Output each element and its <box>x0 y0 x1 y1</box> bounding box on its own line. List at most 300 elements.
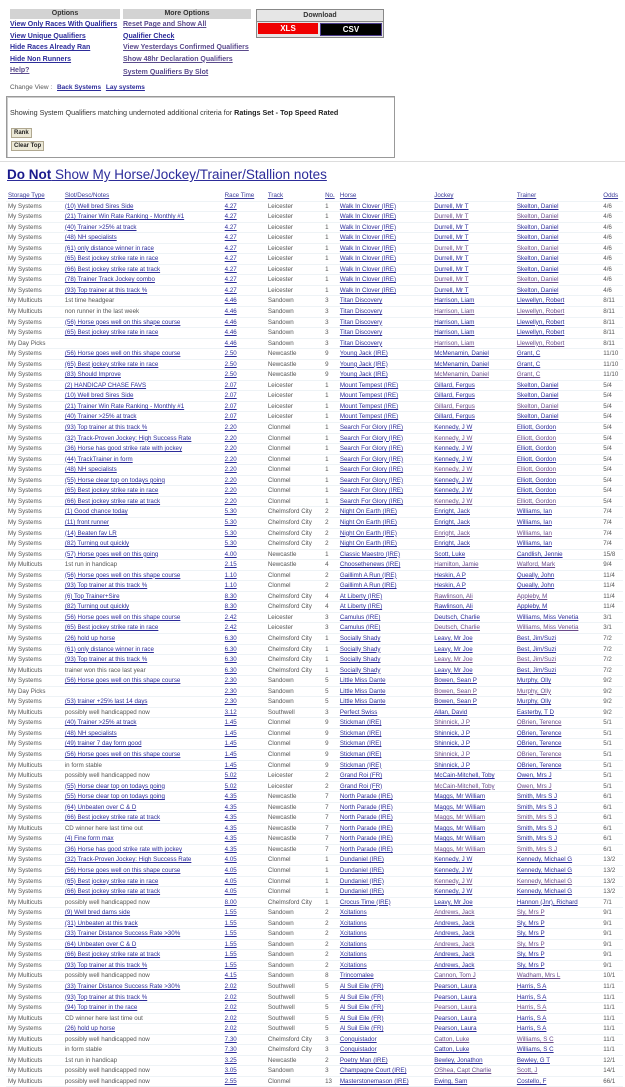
trainer-link[interactable]: Harris, S A <box>516 1014 547 1022</box>
trainer-link[interactable]: Skelton, Daniel <box>516 213 559 221</box>
trainer-link[interactable]: Harris, S A <box>516 1004 547 1012</box>
horse-link[interactable]: Stickman (IRE) <box>339 729 382 737</box>
slot-desc-notes-link[interactable]: (65) Best jockey strike rate in race <box>64 360 159 368</box>
race-time-link[interactable]: 5.30 <box>224 540 237 548</box>
slot-desc-notes-link[interactable]: (65) Best jockey strike rate in race <box>64 877 159 885</box>
horse-link[interactable]: Stickman (IRE) <box>339 719 382 727</box>
race-time-link[interactable]: 4.27 <box>224 286 237 294</box>
horse-link[interactable]: Socially Shady <box>339 666 381 674</box>
jockey-link[interactable]: Harrison, Liam <box>434 308 475 316</box>
jockey-link[interactable]: Heskin, A P <box>434 582 466 590</box>
jockey-link[interactable]: Harrison, Liam <box>434 329 475 337</box>
horse-link[interactable]: North Parade (IRE) <box>339 824 393 832</box>
horse-link[interactable]: Masterstonemason (IRE) <box>339 1077 409 1085</box>
race-time-link[interactable]: 4.05 <box>224 877 237 885</box>
race-time-link[interactable]: 6.30 <box>224 666 237 674</box>
horse-link[interactable]: Walk In Clover (IRE) <box>339 276 397 284</box>
trainer-link[interactable]: Smith, Mrs S J <box>516 814 558 822</box>
slot-desc-notes-link[interactable]: (56) Horse goes well on this shape course <box>64 613 181 621</box>
sort-slot-desc-notes-link[interactable]: Slot/Desc/Notes <box>64 192 110 199</box>
race-time-link[interactable]: 4.05 <box>224 888 237 896</box>
trainer-link[interactable]: Queally, John <box>516 571 555 579</box>
horse-link[interactable]: Camulus (IRE) <box>339 613 381 621</box>
trainer-link[interactable]: Skelton, Daniel <box>516 381 559 389</box>
slot-desc-notes-link[interactable]: (40) Trainer >25% at track <box>64 719 137 727</box>
sort-horse-link[interactable]: Horse <box>339 192 357 199</box>
slot-desc-notes-link[interactable]: (6) Top Trainer+Sire <box>64 592 120 600</box>
jockey-link[interactable]: Leavy, Mr Joe <box>434 634 473 642</box>
jockey-link[interactable]: Cannon, Tom J <box>434 972 476 980</box>
race-time-link[interactable]: 1.55 <box>224 919 237 927</box>
horse-link[interactable]: Al Suil Eile (FR) <box>339 1025 384 1033</box>
race-time-link[interactable]: 2.15 <box>224 561 237 569</box>
trainer-link[interactable]: Williams, S C <box>516 1035 554 1043</box>
slot-desc-notes-link[interactable]: (48) NH specialists <box>64 234 117 242</box>
horse-link[interactable]: At Liberty (IRE) <box>339 592 383 600</box>
slot-desc-notes-link[interactable]: (93) Top trainer at this track % <box>64 961 148 969</box>
slot-desc-notes-link[interactable]: (48) NH specialists <box>64 466 117 474</box>
jockey-link[interactable]: Deutsch, Charlie <box>434 624 480 632</box>
horse-link[interactable]: Titan Discovery <box>339 339 383 347</box>
race-time-link[interactable]: 1.45 <box>224 750 237 758</box>
horse-link[interactable]: Socially Shady <box>339 656 381 664</box>
horse-link[interactable]: Conquistador <box>339 1046 377 1054</box>
trainer-link[interactable]: Smith, Mrs S J <box>516 835 558 843</box>
race-time-link[interactable]: 2.07 <box>224 413 237 421</box>
jockey-link[interactable]: Shinnick, J P <box>434 761 470 769</box>
slot-desc-notes-link[interactable]: (65) Best jockey strike rate in race <box>64 255 159 263</box>
jockey-link[interactable]: Kennedy, J W <box>434 856 473 864</box>
trainer-link[interactable]: Williams, Ian <box>516 518 552 526</box>
jockey-link[interactable]: Catton, Luke <box>434 1035 470 1043</box>
sort-odds-link[interactable]: Odds <box>603 192 619 199</box>
jockey-link[interactable]: Durrell, Mr T <box>434 223 469 231</box>
help-link[interactable]: Help? <box>10 67 30 74</box>
race-time-link[interactable]: 2.20 <box>224 487 237 495</box>
trainer-link[interactable]: Skelton, Daniel <box>516 202 559 210</box>
slot-desc-notes-link[interactable]: (55) Horse clear top on todays going <box>64 782 165 790</box>
horse-link[interactable]: Titan Discovery <box>339 297 383 305</box>
jockey-link[interactable]: Durrell, Mr T <box>434 213 469 221</box>
slot-desc-notes-link[interactable]: (14) Beaten fav LR <box>64 529 117 537</box>
race-time-link[interactable]: 8.30 <box>224 603 237 611</box>
slot-desc-notes-link[interactable]: (94) Top trainer in the race <box>64 1004 138 1012</box>
horse-link[interactable]: Dundaniel (IRE) <box>339 856 384 864</box>
horse-link[interactable]: Conquistador <box>339 1035 377 1043</box>
race-time-link[interactable]: 5.02 <box>224 782 237 790</box>
horse-link[interactable]: Gaillimh A Run (IRE) <box>339 582 397 590</box>
horse-link[interactable]: Titan Discovery <box>339 318 383 326</box>
jockey-link[interactable]: Durrell, Mr T <box>434 234 469 242</box>
trainer-link[interactable]: Elliott, Gordon <box>516 434 557 442</box>
slot-desc-notes-link[interactable]: (61) only distance winner in race <box>64 645 154 653</box>
race-time-link[interactable]: 2.20 <box>224 455 237 463</box>
view-unique-qualifiers-link[interactable]: View Unique Qualifiers <box>10 32 86 40</box>
race-time-link[interactable]: 4.35 <box>224 835 237 843</box>
race-time-link[interactable]: 2.42 <box>224 624 237 632</box>
jockey-link[interactable]: Maggs, Mr William <box>434 835 486 843</box>
trainer-link[interactable]: Owen, Mrs J <box>516 772 552 780</box>
jockey-link[interactable]: Gillard, Fergus <box>434 402 475 410</box>
race-time-link[interactable]: 4.27 <box>224 234 237 242</box>
horse-link[interactable]: Poetry Man (IRE) <box>339 1056 388 1064</box>
trainer-link[interactable]: Skelton, Daniel <box>516 402 559 410</box>
jockey-link[interactable]: Rawlinson, Ali <box>434 603 473 611</box>
horse-link[interactable]: Search For Glory (IRE) <box>339 455 404 463</box>
horse-link[interactable]: Socially Shady <box>339 645 381 653</box>
race-time-link[interactable]: 1.45 <box>224 719 237 727</box>
slot-desc-notes-link[interactable]: (66) Best jockey strike rate at track <box>64 814 161 822</box>
horse-link[interactable]: Stickman (IRE) <box>339 750 382 758</box>
jockey-link[interactable]: Pearson, Laura <box>434 983 477 991</box>
trainer-link[interactable]: Sly, Mrs P <box>516 909 545 917</box>
race-time-link[interactable]: 2.20 <box>224 466 237 474</box>
race-time-link[interactable]: 5.02 <box>224 772 237 780</box>
trainer-link[interactable]: Williams, S C <box>516 1046 554 1054</box>
horse-link[interactable]: North Parade (IRE) <box>339 845 393 853</box>
jockey-link[interactable]: Bowen, Sean P <box>434 687 477 695</box>
slot-desc-notes-link[interactable]: (56) Horse goes well on this shape course <box>64 350 181 358</box>
horse-link[interactable]: Search For Glory (IRE) <box>339 487 404 495</box>
trainer-link[interactable]: Kennedy, Michael G <box>516 867 573 874</box>
race-time-link[interactable]: 6.30 <box>224 634 237 642</box>
jockey-link[interactable]: Durrell, Mr T <box>434 244 469 252</box>
jockey-link[interactable]: Andrews, Jack <box>434 951 475 959</box>
csv-download-button[interactable]: CSV <box>320 23 382 36</box>
horse-link[interactable]: Walk In Clover (IRE) <box>339 244 397 252</box>
trainer-link[interactable]: Best, Jim/Suzi <box>516 645 557 653</box>
slot-desc-notes-link[interactable]: (83) Should Improve <box>64 371 121 379</box>
race-time-link[interactable]: 2.20 <box>224 445 237 453</box>
trainer-link[interactable]: Bewley, G T <box>516 1056 550 1064</box>
slot-desc-notes-link[interactable]: (11) front runner <box>64 518 110 526</box>
jockey-link[interactable]: Leavy, Mr Joe <box>434 645 473 653</box>
race-time-link[interactable]: 2.02 <box>224 983 237 991</box>
slot-desc-notes-link[interactable]: (56) Horse goes well on this shape course <box>64 750 181 758</box>
column-header-trainer[interactable] <box>515 191 601 201</box>
horse-link[interactable]: Al Suil Eile (FR) <box>339 993 384 1001</box>
slot-desc-notes-link[interactable]: (10) Well bred Sires Side <box>64 202 134 210</box>
race-time-link[interactable]: 3.12 <box>224 708 237 716</box>
jockey-link[interactable]: Leavy, Mr Joe <box>434 656 473 664</box>
horse-link[interactable]: North Parade (IRE) <box>339 793 393 801</box>
column-header-odds[interactable] <box>601 191 623 201</box>
trainer-link[interactable]: Grant, C <box>516 360 541 368</box>
jockey-link[interactable]: Shinnick, J P <box>434 729 470 737</box>
trainer-link[interactable]: Skelton, Daniel <box>516 255 559 263</box>
trainer-link[interactable]: Queally, John <box>516 582 555 590</box>
horse-link[interactable]: Search For Glory (IRE) <box>339 497 404 505</box>
horse-link[interactable]: Young Jack (IRE) <box>339 360 388 368</box>
slot-desc-notes-link[interactable]: (93) Top trainer at this track % <box>64 656 148 664</box>
trainer-link[interactable]: Elliott, Gordon <box>516 487 557 495</box>
slot-desc-notes-link[interactable]: (64) Unbeaten over C & D <box>64 940 137 948</box>
sort-track-link[interactable]: Track <box>267 192 284 199</box>
race-time-link[interactable]: 6.30 <box>224 645 237 653</box>
jockey-link[interactable]: Kennedy, J W <box>434 877 473 885</box>
horse-link[interactable]: Choosethenews (IRE) <box>339 561 401 569</box>
jockey-link[interactable]: Andrews, Jack <box>434 909 475 917</box>
race-time-link[interactable]: 2.50 <box>224 360 237 368</box>
horse-link[interactable]: Xcitations <box>339 961 367 969</box>
trainer-link[interactable]: Skelton, Daniel <box>516 286 559 294</box>
sort-number-link[interactable]: No. <box>325 192 335 199</box>
horse-link[interactable]: Grand Roi (FR) <box>339 782 383 790</box>
race-time-link[interactable]: 4.00 <box>224 550 237 558</box>
trainer-link[interactable]: Owen, Mrs J <box>516 782 552 790</box>
race-time-link[interactable]: 2.20 <box>224 476 237 484</box>
trainer-link[interactable]: Smith, Mrs S J <box>516 803 558 811</box>
horse-link[interactable]: Socially Shady <box>339 634 381 642</box>
jockey-link[interactable]: Andrews, Jack <box>434 919 475 927</box>
jockey-link[interactable]: Pearson, Laura <box>434 1014 477 1022</box>
race-time-link[interactable]: 4.35 <box>224 803 237 811</box>
jockey-link[interactable]: Deutsch, Charlie <box>434 613 480 621</box>
trainer-link[interactable]: Smith, Mrs S J <box>516 845 558 853</box>
race-time-link[interactable]: 1.55 <box>224 930 237 938</box>
column-header-slot-desc-notes[interactable] <box>63 191 223 201</box>
view-only-races-with-qualifiers-link[interactable]: View Only Races With Qualifiers <box>10 21 118 28</box>
jockey-link[interactable]: OShea, Capt Charlie <box>434 1067 492 1075</box>
slot-desc-notes-link[interactable]: (82) Turning out quickly <box>64 603 130 611</box>
trainer-link[interactable]: Harris, S A <box>516 1025 547 1033</box>
jockey-link[interactable]: Gillard, Fergus <box>434 413 475 421</box>
race-time-link[interactable]: 4.27 <box>224 202 237 210</box>
trainer-link[interactable]: Skelton, Daniel <box>516 234 559 242</box>
jockey-link[interactable]: Shinnick, J P <box>434 740 470 748</box>
slot-desc-notes-link[interactable]: (36) Horse has good strike rate with jockey <box>64 445 183 453</box>
horse-link[interactable]: Grand Roi (FR) <box>339 772 383 780</box>
race-time-link[interactable]: 3.05 <box>224 1067 237 1075</box>
horse-link[interactable]: Xcitations <box>339 909 367 917</box>
trainer-link[interactable]: Grant, C <box>516 350 541 358</box>
jockey-link[interactable]: Andrews, Jack <box>434 930 475 938</box>
trainer-link[interactable]: Best, Jim/Suzi <box>516 634 557 642</box>
race-time-link[interactable]: 1.55 <box>224 940 237 948</box>
sort-storage-type-link[interactable]: Storage Type <box>8 192 45 199</box>
jockey-link[interactable]: McCain-Mitchell, Toby <box>434 782 495 790</box>
race-time-link[interactable]: 2.50 <box>224 371 237 379</box>
jockey-link[interactable]: Durrell, Mr T <box>434 276 469 284</box>
jockey-link[interactable]: Hamilton, Jamie <box>434 561 479 569</box>
race-time-link[interactable]: 1.10 <box>224 582 237 590</box>
trainer-link[interactable]: Skelton, Daniel <box>516 413 559 421</box>
slot-desc-notes-link[interactable]: (40) Trainer >25% at track <box>64 223 137 231</box>
horse-link[interactable]: Dundaniel (IRE) <box>339 867 384 874</box>
horse-link[interactable]: Walk In Clover (IRE) <box>339 234 397 242</box>
race-time-link[interactable]: 4.27 <box>224 244 237 252</box>
trainer-link[interactable]: Williams, Ian <box>516 529 552 537</box>
race-time-link[interactable]: 4.46 <box>224 308 237 316</box>
race-time-link[interactable]: 1.55 <box>224 951 237 959</box>
race-time-link[interactable]: 2.02 <box>224 993 237 1001</box>
horse-link[interactable]: Walk In Clover (IRE) <box>339 265 397 273</box>
trainer-link[interactable]: Harris, S A <box>516 983 547 991</box>
slot-desc-notes-link[interactable]: (93) Top trainer at this track % <box>64 424 148 432</box>
race-time-link[interactable]: 5.30 <box>224 529 237 537</box>
trainer-link[interactable]: Murphy, Olly <box>516 687 552 695</box>
jockey-link[interactable]: Durrell, Mr T <box>434 255 469 263</box>
trainer-link[interactable]: Sly, Mrs P <box>516 940 545 948</box>
horse-link[interactable]: Xcitations <box>339 940 367 948</box>
slot-desc-notes-link[interactable]: (56) Horse goes well on this shape course <box>64 867 181 874</box>
clear-top-button[interactable]: Clear Top <box>11 141 44 151</box>
slot-desc-notes-link[interactable]: (2) HANDICAP CHASE FAVS <box>64 381 147 389</box>
trainer-link[interactable]: Kennedy, Michael G <box>516 877 573 885</box>
race-time-link[interactable]: 2.20 <box>224 424 237 432</box>
jockey-link[interactable]: Maggs, Mr William <box>434 824 486 832</box>
jockey-link[interactable]: Pearson, Laura <box>434 1004 477 1012</box>
trainer-link[interactable]: OBrien, Terence <box>516 740 562 748</box>
race-time-link[interactable]: 1.55 <box>224 961 237 969</box>
jockey-link[interactable]: Maggs, Mr William <box>434 814 486 822</box>
jockey-link[interactable]: Harrison, Liam <box>434 297 475 305</box>
jockey-link[interactable]: Andrews, Jack <box>434 940 475 948</box>
race-time-link[interactable]: 7.30 <box>224 1046 237 1054</box>
slot-desc-notes-link[interactable]: (4) Fine form max <box>64 835 114 843</box>
jockey-link[interactable]: Gillard, Fergus <box>434 381 475 389</box>
horse-link[interactable]: Night On Earth (IRE) <box>339 518 397 526</box>
race-time-link[interactable]: 1.45 <box>224 740 237 748</box>
slot-desc-notes-link[interactable]: (66) Best jockey strike rate at track <box>64 265 161 273</box>
jockey-link[interactable]: Andrews, Jack <box>434 961 475 969</box>
jockey-link[interactable]: Durrell, Mr T <box>434 265 469 273</box>
horse-link[interactable]: Mount Tempest (IRE) <box>339 392 399 400</box>
horse-link[interactable]: Titan Discovery <box>339 308 383 316</box>
horse-link[interactable]: Young Jack (IRE) <box>339 350 388 358</box>
race-time-link[interactable]: 8.00 <box>224 898 237 906</box>
horse-link[interactable]: Gaillimh A Run (IRE) <box>339 571 397 579</box>
horse-link[interactable]: Dundaniel (IRE) <box>339 877 384 885</box>
jockey-link[interactable]: Bewley, Jonathon <box>434 1056 483 1064</box>
slot-desc-notes-link[interactable]: (64) Unbeaten over C & D <box>64 803 137 811</box>
trainer-link[interactable]: Murphy, Olly <box>516 677 552 685</box>
jockey-link[interactable]: Heskin, A P <box>434 571 466 579</box>
jockey-link[interactable]: Gillard, Fergus <box>434 392 475 400</box>
sort-race-time-link[interactable]: Race Time <box>224 192 255 199</box>
slot-desc-notes-link[interactable]: (21) Trainer Win Rate Ranking - Monthly #1 <box>64 213 185 221</box>
jockey-link[interactable]: Maggs, Mr William <box>434 793 486 801</box>
race-time-link[interactable]: 2.30 <box>224 698 237 706</box>
race-time-link[interactable]: 4.35 <box>224 793 237 801</box>
horse-link[interactable]: Classic Maestro (IRE) <box>339 550 401 558</box>
race-time-link[interactable]: 3.25 <box>224 1056 237 1064</box>
slot-desc-notes-link[interactable]: (66) Best jockey strike rate at track <box>64 888 161 896</box>
slot-desc-notes-link[interactable]: (33) Trainer Distance Success Rate >30% <box>64 983 181 991</box>
race-time-link[interactable]: 1.45 <box>224 729 237 737</box>
horse-link[interactable]: Xcitations <box>339 951 367 959</box>
trainer-link[interactable]: Skelton, Daniel <box>516 276 559 284</box>
horse-link[interactable]: Night On Earth (IRE) <box>339 540 397 548</box>
horse-link[interactable]: Stickman (IRE) <box>339 740 382 748</box>
slot-desc-notes-link[interactable]: (32) Track-Proven Jockey: High Success Rate <box>64 856 192 864</box>
trainer-link[interactable]: Llewellyn, Robert <box>516 339 565 347</box>
jockey-link[interactable]: Kennedy, J W <box>434 455 473 463</box>
horse-link[interactable]: Night On Earth (IRE) <box>339 529 397 537</box>
slot-desc-notes-link[interactable]: (55) Horse clear top on todays going <box>64 476 165 484</box>
race-time-link[interactable]: 4.15 <box>224 972 237 980</box>
race-time-link[interactable]: 4.35 <box>224 814 237 822</box>
slot-desc-notes-link[interactable]: (40) Trainer >25% at track <box>64 413 137 421</box>
race-time-link[interactable]: 2.07 <box>224 381 237 389</box>
jockey-link[interactable]: Harrison, Liam <box>434 339 475 347</box>
jockey-link[interactable]: Bowen, Sean P <box>434 698 477 706</box>
jockey-link[interactable]: McMenamin, Daniel <box>434 350 489 358</box>
column-header-horse[interactable] <box>338 191 432 201</box>
horse-link[interactable]: Xcitations <box>339 930 367 938</box>
trainer-link[interactable]: Sly, Mrs P <box>516 951 545 959</box>
race-time-link[interactable]: 2.07 <box>224 392 237 400</box>
jockey-link[interactable]: Enright, Jack <box>434 529 470 537</box>
slot-desc-notes-link[interactable]: (48) NH specialists <box>64 729 117 737</box>
horse-link[interactable]: Night On Earth (IRE) <box>339 508 397 516</box>
horse-link[interactable]: Xcitations <box>339 919 367 927</box>
slot-desc-notes-link[interactable]: (56) Horse goes well on this shape course <box>64 677 181 685</box>
slot-desc-notes-link[interactable]: (26) hold up horse <box>64 634 116 642</box>
horse-link[interactable]: Stickman (IRE) <box>339 761 382 769</box>
jockey-link[interactable]: Enright, Jack <box>434 508 470 516</box>
race-time-link[interactable]: 4.46 <box>224 329 237 337</box>
race-time-link[interactable]: 4.35 <box>224 824 237 832</box>
trainer-link[interactable]: Kennedy, Michael G <box>516 856 573 864</box>
qualifier-check-link[interactable]: Qualifier Check <box>123 32 175 40</box>
horse-link[interactable]: Titan Discovery <box>339 329 383 337</box>
horse-link[interactable]: Walk In Clover (IRE) <box>339 213 397 221</box>
horse-link[interactable]: Al Suil Eile (FR) <box>339 1004 384 1012</box>
horse-link[interactable]: Walk In Clover (IRE) <box>339 202 397 210</box>
race-time-link[interactable]: 2.55 <box>224 1077 237 1085</box>
jockey-link[interactable]: Enright, Jack <box>434 540 470 548</box>
horse-link[interactable]: Search For Glory (IRE) <box>339 424 404 432</box>
jockey-link[interactable]: McMenamin, Daniel <box>434 360 489 368</box>
slot-desc-notes-link[interactable]: (56) Horse goes well on this shape course <box>64 318 181 326</box>
trainer-link[interactable]: Elliott, Gordon <box>516 445 557 453</box>
trainer-link[interactable]: Sly, Mrs P <box>516 961 545 969</box>
trainer-link[interactable]: Easterby, T D <box>516 708 554 716</box>
slot-desc-notes-link[interactable]: (26) hold up horse <box>64 1025 116 1033</box>
rank-button[interactable]: Rank <box>11 128 32 138</box>
jockey-link[interactable]: Allan, David <box>434 708 468 716</box>
view-yesterdays-qualifiers-link[interactable]: View Yesterdays Confirmed Qualifiers <box>123 44 249 51</box>
trainer-link[interactable]: Hannon (Jnr), Richard <box>516 898 578 906</box>
jockey-link[interactable]: Rawlinson, Ali <box>434 592 473 600</box>
trainer-link[interactable]: OBrien, Terence <box>516 750 562 758</box>
slot-desc-notes-link[interactable]: (82) Turning out quickly <box>64 540 130 548</box>
trainer-link[interactable]: Elliott, Gordon <box>516 466 557 474</box>
horse-link[interactable]: North Parade (IRE) <box>339 803 393 811</box>
trainer-link[interactable]: Appleby, M <box>516 592 548 600</box>
horse-link[interactable]: Little Miss Dante <box>339 698 386 706</box>
trainer-link[interactable]: Scott, J <box>516 1067 538 1075</box>
horse-link[interactable]: Walk In Clover (IRE) <box>339 255 397 263</box>
trainer-link[interactable]: Candlish, Jennie <box>516 550 563 558</box>
slot-desc-notes-link[interactable]: (65) Best jockey strike rate in race <box>64 487 159 495</box>
trainer-link[interactable]: Best, Jim/Suzi <box>516 666 557 674</box>
race-time-link[interactable]: 4.46 <box>224 318 237 326</box>
jockey-link[interactable]: Pearson, Laura <box>434 1025 477 1033</box>
race-time-link[interactable]: 7.30 <box>224 1035 237 1043</box>
race-time-link[interactable]: 4.27 <box>224 223 237 231</box>
horse-link[interactable]: Search For Glory (IRE) <box>339 434 404 442</box>
trainer-link[interactable]: Best, Jim/Suzi <box>516 656 557 664</box>
hide-races-already-ran-link[interactable]: Hide Races Already Ran <box>10 44 91 51</box>
race-time-link[interactable]: 1.45 <box>224 761 237 769</box>
trainer-link[interactable]: Costello, F <box>516 1077 547 1085</box>
slot-desc-notes-link[interactable]: (21) Trainer Win Rate Ranking - Monthly #1 <box>64 402 185 410</box>
race-time-link[interactable]: 2.30 <box>224 687 237 695</box>
race-time-link[interactable]: 2.02 <box>224 1004 237 1012</box>
slot-desc-notes-link[interactable]: (31) Unbeaten at this track <box>64 919 138 927</box>
